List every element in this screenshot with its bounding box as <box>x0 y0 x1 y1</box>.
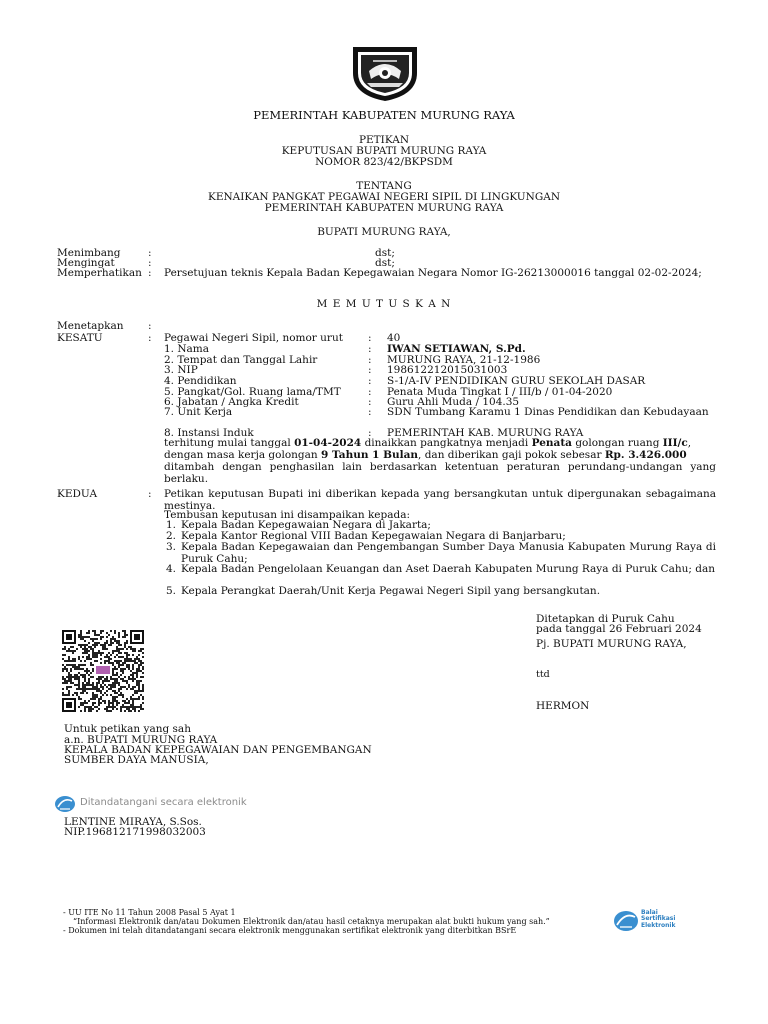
kedua-text: Petikan keputusan Bupati ini diberikan kepada yang bersangkutan untuk dipergunakan sebagaimana mestinya. <box>164 488 716 513</box>
effective-date: 01-04-2024 <box>294 437 362 449</box>
regency-emblem-icon <box>349 43 421 103</box>
decree-title: KEPUTUSAN BUPATI MURUNG RAYA <box>281 145 487 157</box>
about-label: TENTANG <box>356 180 412 192</box>
base-salary: Rp. 3.426.000 <box>604 449 687 462</box>
extract-line-3: KEPALA BADAN KEPEGAWAIAN DAN PENGEMBANGAN <box>64 744 372 756</box>
list-item: 1. Kepala Badan Kepegawaian Negara di Jakarta; <box>166 519 431 531</box>
date-of-issue: pada tanggal 26 Februari 2024 <box>536 623 702 635</box>
footer-line-2: “Informasi Elektronik dan/atau Dokumen Elektronik dan/atau hasil cetaknya merupakan alat bukti hukum yang sah.” <box>73 917 550 926</box>
list-item: 3. Kepala Badan Kepegawaian dan Pengembangan Sumber Daya Manusia Kabupaten Murung Raya di Puruk Cahu; <box>166 541 716 566</box>
decides-heading: M E M U T U S K A N <box>316 298 452 310</box>
extract-signer-nip: NIP.196812171998032003 <box>64 826 206 838</box>
bsre-logo: Balai Sertifikasi Elektronik <box>613 910 639 935</box>
mengingat-value: dst; <box>375 257 395 269</box>
cc-intro: Tembusan keputusan ini disampaikan kepada: <box>164 509 411 521</box>
decree-number: NOMOR 823/42/BKPSDM <box>315 156 453 168</box>
footer-line-1: - UU ITE No 11 Tahun 2008 Pasal 5 Ayat 1 <box>63 908 236 917</box>
esign-label: Ditandatangani secara elektronik <box>80 797 247 808</box>
subject-line-2: PEMERINTAH KABUPATEN MURUNG RAYA <box>264 202 504 214</box>
memperhatikan-label: Memperhatikan <box>57 267 142 279</box>
kedua-row: KEDUA : <box>57 488 152 500</box>
signer-title: Pj. BUPATI MURUNG RAYA, <box>536 638 687 650</box>
new-grade: III/c <box>662 437 688 449</box>
list-item: 4. Kepala Badan Pengelolaan Keuangan dan Aset Daerah Kabupaten Murung Raya di Puruk Cahu; dan <box>166 563 715 575</box>
bsre-signature-icon <box>54 795 76 813</box>
extract-line-2: a.n. BUPATI MURUNG RAYA <box>64 734 218 746</box>
mengingat-label: Mengingat <box>57 257 115 269</box>
extract-signer-name: LENTINE MIRAYA, S.Sos. <box>64 816 202 828</box>
mengingat-row: Mengingat : dst; <box>57 257 395 269</box>
extract-line-4: SUMBER DAYA MANUSIA, <box>64 754 209 766</box>
cc-list <box>164 519 716 596</box>
signer-name: HERMON <box>536 700 590 712</box>
menimbang-row: Menimbang : dst; <box>57 247 395 259</box>
menimbang-label: Menimbang <box>57 247 121 259</box>
kedua-label: KEDUA <box>57 488 98 500</box>
memperhatikan-row: Memperhatikan : Persetujuan teknis Kepala Badan Kepegawaian Negara Nomor IG-26213000016 tanggal 02-02-2024; <box>57 267 722 291</box>
government-heading: PEMERINTAH KABUPATEN MURUNG RAYA <box>253 108 515 122</box>
menimbang-value: dst; <box>375 247 395 259</box>
bsre-logo-icon <box>613 910 639 932</box>
ttd-mark: ttd <box>536 669 550 680</box>
new-rank: Penata <box>531 437 572 449</box>
footer-line-3: - Dokumen ini telah ditandatangani secara elektronik menggunakan sertifikat elektronik yang diterbitkan BSrE <box>63 926 517 935</box>
kesatu-label: KESATU <box>57 332 103 344</box>
subject-line-1: KENAIKAN PANGKAT PEGAWAI NEGERI SIPIL DI LINGKUNGAN <box>207 191 561 203</box>
employee-name: IWAN SETIAWAN, S.Pd. <box>387 343 526 355</box>
memperhatikan-value: Persetujuan teknis Kepala Badan Kepegawaian Negara Nomor IG-26213000016 tanggal 02-02-2024; <box>164 267 702 279</box>
list-item: 5. Kepala Perangkat Daerah/Unit Kerja Pegawai Negeri Sipil yang bersangkutan. <box>166 585 601 597</box>
service-period: 9 Tahun 1 Bulan <box>321 449 419 462</box>
list-item: 2. Kepala Kantor Regional VIII Badan Kepegawaian Negara di Banjarbaru; <box>166 530 566 542</box>
promotion-paragraph: terhitung mulai tanggal 01-04-2024 dinaikkan pangkatnya menjadi Penata golongan ruang III/c, dengan masa kerja golongan 9 Tahun 1 Bulan, dan diberikan gaji pokok sebesar Rp. 3.426.000 ditambah dengan penghasilan lain berdasarkan ketentuan peraturan perundang-undangan yang berlaku. <box>164 437 716 486</box>
doc-type: PETIKAN <box>358 134 410 146</box>
esign-stamp <box>54 795 247 816</box>
menetapkan-row: Menetapkan : <box>57 320 152 332</box>
kesatu-row: KESATU : <box>57 332 152 344</box>
qr-code-icon <box>62 630 144 712</box>
authority: BUPATI MURUNG RAYA, <box>317 226 451 238</box>
sequence-number: 40 <box>387 332 401 344</box>
place-of-issue: Ditetapkan di Puruk Cahu <box>536 613 675 625</box>
extract-line-1: Untuk petikan yang sah <box>64 723 191 735</box>
menetapkan-label: Menetapkan <box>57 320 124 332</box>
